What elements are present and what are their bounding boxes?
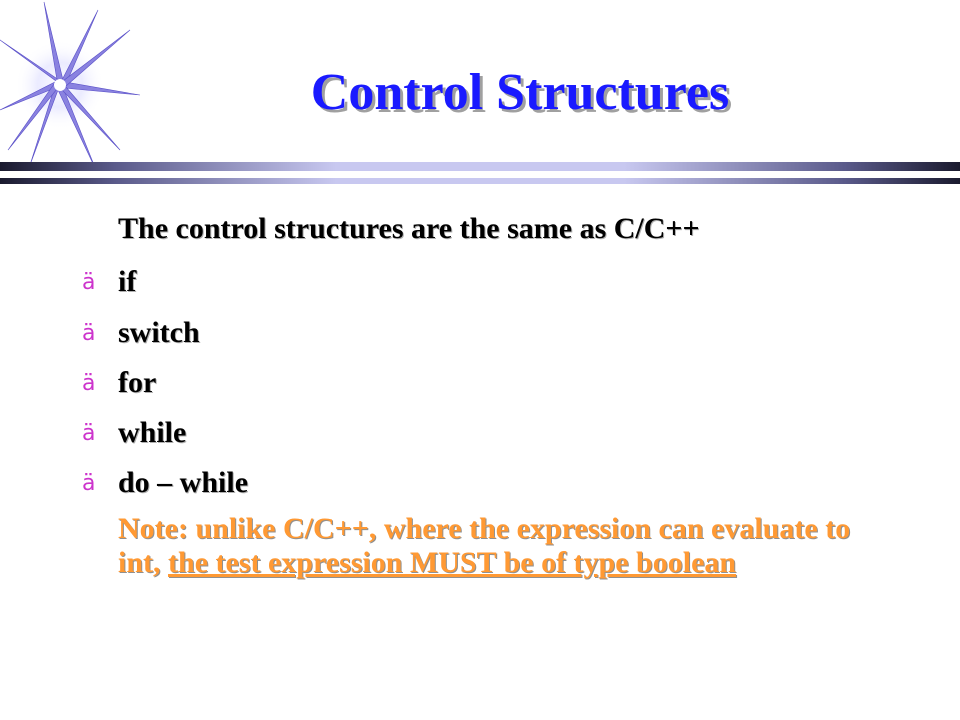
list-item-label: switch [118, 316, 200, 349]
list-item-label: do – while [118, 466, 249, 499]
bullet-icon: ä [82, 269, 96, 295]
bullet-icon: ä [82, 370, 96, 396]
starburst-icon [0, 0, 150, 175]
list-item-label: for [118, 366, 157, 399]
slide-title: Control Structures [310, 64, 730, 121]
list-item [82, 365, 156, 401]
list-item [82, 264, 136, 300]
bullet-icon: ä [82, 420, 96, 446]
note-text [118, 512, 878, 580]
list-item [82, 415, 186, 451]
note-prefix: Note: unlike C/C++, where the expression can evaluate to int, [118, 512, 851, 579]
list-item-label: if [118, 265, 137, 298]
list-item [82, 315, 200, 351]
bullet-icon: ä [82, 320, 96, 346]
list-item [82, 465, 248, 501]
title-underline [0, 160, 960, 190]
bullet-icon: ä [82, 470, 96, 496]
list-item-label: while [118, 416, 187, 449]
intro-text: The control structures are the same as C/C++ [118, 212, 700, 245]
note-emphasis: the test expression MUST be of type boolean [168, 546, 737, 579]
